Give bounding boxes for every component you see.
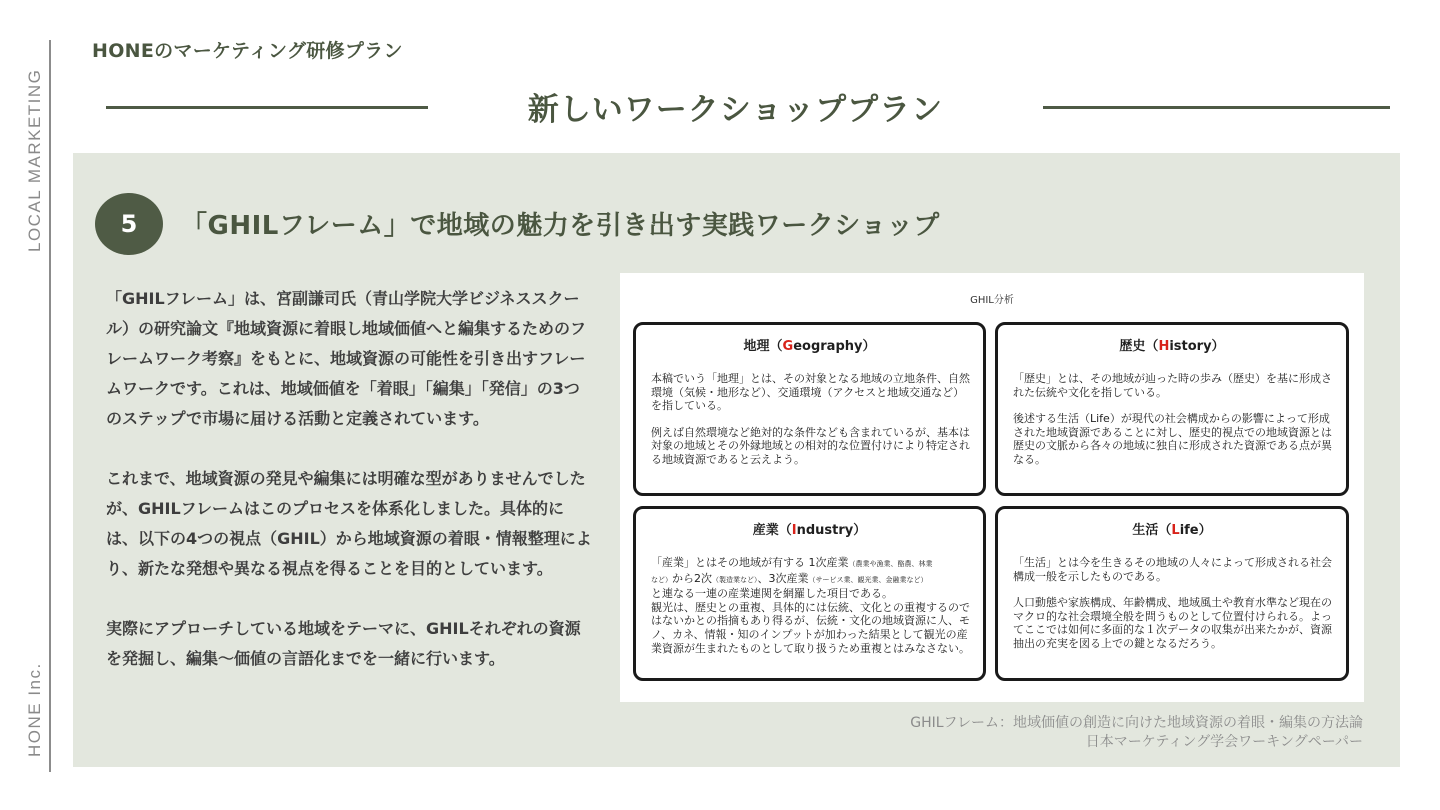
card-heading: 生活（Life） xyxy=(1132,523,1212,538)
description-paragraph-3: 実際にアプローチしている地域をテーマに、GHILそれぞれの資源を発掘し、編集〜価値の言語化までを一緒に行います。 xyxy=(106,619,581,668)
caption-line-2: 日本マーケティング学会ワーキングペーパー xyxy=(1085,734,1363,750)
figure-title: GHIL分析 xyxy=(970,295,1014,306)
side-divider-line xyxy=(49,40,51,772)
card-heading: 歴史（History） xyxy=(1119,339,1225,354)
page-title: 新しいワークショッププラン xyxy=(527,92,944,128)
card-text: 「産業」とはその地域が有する 1次産業（農業や漁業、酪農、林業 など）から2次（製造業など）、3次産業（サービス業、観光業、金融業など） と連なる一連の産業連関を網羅した項目である。 観光は、歴史との重複、具体的には伝統、文化との重複するのではないかとの指摘もあり得るが、伝統・文化の地域資源に人、モノ、カネ、情報・知のインプットが加わった結果として観光の産業資源が生まれたものとして取り扱うため重複とはみなさない。 xyxy=(651,556,970,655)
deck-title: HONEのマーケティング研修プラン xyxy=(92,40,403,62)
card-heading: 産業（Industry） xyxy=(752,523,867,538)
card-industry xyxy=(633,506,986,681)
card-heading: 地理（Geography） xyxy=(743,339,876,354)
card-life xyxy=(995,506,1349,681)
description-paragraph-2: これまで、地域資源の発見や編集には明確な型がありませんでしたが、GHILフレームはこのプロセスを体系化しました。具体的には、以下の4つの視点（GHIL）から地域資源の着眼・情報整理により、新たな発想や異なる視点を得ることを目的としています。 xyxy=(106,469,592,578)
card-text: 「歴史」とは、その地域が辿った時の歩み（歴史）を基に形成された伝統や文化を指している。 後述する生活（Life）が現代の社会構成からの影響によって形成された地域資源であることに対し、歴史的視点での地域資源とは歴史の文脈から各々の地域に独自に形成された資源である点が異なる。 xyxy=(1013,372,1332,466)
side-label-company: HONE Inc. xyxy=(25,662,44,757)
title-rule-left xyxy=(106,106,428,109)
card-geography xyxy=(633,322,986,496)
side-label-local-marketing: LOCAL MARKETING xyxy=(25,68,44,252)
ghil-analysis-figure xyxy=(620,273,1364,702)
card-text: 本稿でいう「地理」とは、その対象となる地域の立地条件、自然環境（気候・地形など）、交通環境（アクセスと地域交通など）を指している。 例えば自然環境など絶対的な条件なども含まれているが、基本は対象の地域とその外縁地域との相対的な位置付けにより特定される地域資源であると云えよう。 xyxy=(651,372,970,466)
description-paragraph-1: 「GHILフレーム」は、宮副謙司氏（青山学院大学ビジネススクール）の研究論文『地域資源に着眼し地域価値へと編集するためのフレームワーク考察』をもとに、地域資源の可能性を引き出すフレームワークです。これは、地域価値を「着眼」「編集」「発信」の3つのステップで市場に届ける活動と定義されています。 xyxy=(106,289,587,428)
section-number-badge: 5 xyxy=(95,193,163,255)
title-rule-right xyxy=(1043,106,1390,109)
description-text xyxy=(106,284,594,704)
card-text: 「生活」とは今を生きるその地域の人々によって形成される社会構成一般を示したものである。 人口動態や家族構成、年齢構成、地域風土や教育水準など現在のマクロ的な社会環境全般を問うものとして位置付けられる。よってここでは如何に多面的な１次データの収集が出来たかが、資源抽出の充実を図る上での鍵となるだろう。 xyxy=(1013,556,1332,650)
figure-caption xyxy=(910,714,1363,752)
section-title: 「GHILフレーム」で地域の魅力を引き出す実践ワークショップ xyxy=(181,211,940,241)
caption-line-1: GHILフレーム：地域価値の創造に向けた地域資源の着眼・編集の方法論 xyxy=(910,715,1363,731)
card-history xyxy=(995,322,1349,496)
